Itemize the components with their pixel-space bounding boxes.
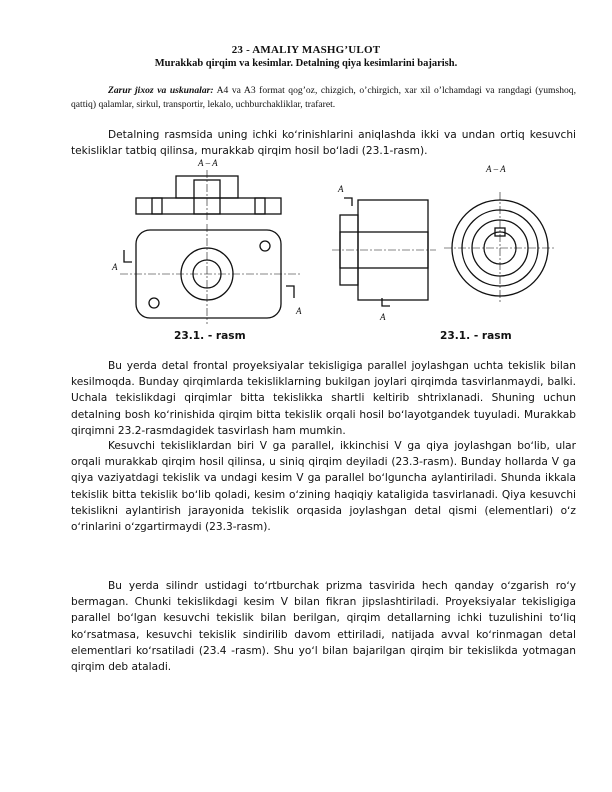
paragraph-complex-section: Bu yerda detal frontal proyeksiyalar tekisligiga parallel joylashgan uchta tekislik bilan kesilmoqda. Bunday qirqimlarda tekisliklarning bukilgan joylari qirqimda tasvirlanmaydi, balki. Uchala tekislikdagi qirqimlar bitta tekislikka shartli keltirib shtrixlanadi. Shuning uchun detalning bosh koʻrinishida qirqim bitta tekislik orqali hosil boʻlayotgandek tuyuladi. Murakkab qirqimni 23.2-rasmdagidek tasvirlash ham mumkin.	[71, 360, 576, 437]
fig2-marker-top: A	[338, 184, 344, 194]
fig1-marker-left: A	[112, 262, 118, 272]
figure-1-caption: 23.1. - rasm	[174, 330, 246, 342]
fig1-top-hole-right	[260, 241, 270, 251]
tools-label: Zarur jixoz va uskunalar:	[108, 85, 214, 96]
page-subtitle: Murakkab qirqim va kesimlar. Detalning qiya kesimlarini bajarish.	[154, 58, 458, 69]
page-title: 23 - AMALIY MASHG’ULOT	[231, 44, 381, 56]
tools-text: A4 va A3 format qog’oz, chizgich, o’chirgich, xar xil o’lchamdagi va rangdagi (yumshoq, qattiq) qalamlar, sirkul, transportir, lekalo, uchburchakliklar, trafaret.	[71, 85, 576, 110]
figure-2-drawing	[330, 160, 560, 325]
paragraph-intro: Detalning rasmsida uning ichki koʻrinishlarini aniqlashda ikki va undan ortiq kesuvchi tekisliklar tatbiq qilinsa, murakkab qirqim hosil boʻladi (23.1-rasm).	[71, 129, 576, 158]
fig2-section-label: A – A	[486, 164, 506, 174]
fig1-top-hole-left	[149, 298, 159, 308]
figure-1-drawing	[110, 158, 310, 328]
figure-2-caption: 23.1. - rasm	[440, 330, 512, 342]
fig1-hole-left	[152, 198, 162, 214]
fig1-marker-right: A	[296, 306, 302, 316]
paragraph-broken-section: Kesuvchi tekisliklardan biri V ga parallel, ikkinchisi V ga qiya joylashgan boʻlib, ular orqali murakkab qirqim hosil qilinsa, u siniq qirqim deyiladi (23.3-rasm). Bunday hollarda V ga qiya vaziyatdagi tekislik va undagi kesim V ga parallel boʻlguncha aylantiriladi. Shunda ikkala tekislik bitta tekislik boʻlib qoladi, kesim oʻzining haqiqiy kataligida tasvirlanadi. Qiya kesuvchi tekislikni aylantirish jarayonida tekislik orqasida joylashgan detal qismi (elementlari) oʻz oʻrinlarini oʻzgartirmaydi (23.3-rasm).	[71, 440, 576, 534]
paragraph-stepped-section: Bu yerda silindr ustidagi toʻrtburchak prizma tasvirida hech qanday oʻzgarish roʻy bermagan. Chunki tekislikdagi kesim V bilan fikran jipslashtiriladi. Proyeksiyalar tekisligiga parallel boʻlgan kesuvchi tekislik bilan berilgan, qirqim detallarning ichki tuzulishini toʻliq koʻrsatmasa, kesuvchi tekislik sindirilib davom ettiriladi, natijada avval koʻrinmagan detal elementlari koʻrsatiladi (23.4 -rasm). Shu yoʻl bilan bajarilgan qirqim bir tekislikda yotmagan qirqim deb ataladi.	[71, 580, 576, 674]
fig1-section-label: A – A	[198, 158, 218, 168]
fig2-marker-bottom: A	[380, 312, 386, 322]
fig1-hole-right	[255, 198, 265, 214]
tools-paragraph	[71, 84, 576, 112]
fig1-base-section	[136, 198, 281, 214]
